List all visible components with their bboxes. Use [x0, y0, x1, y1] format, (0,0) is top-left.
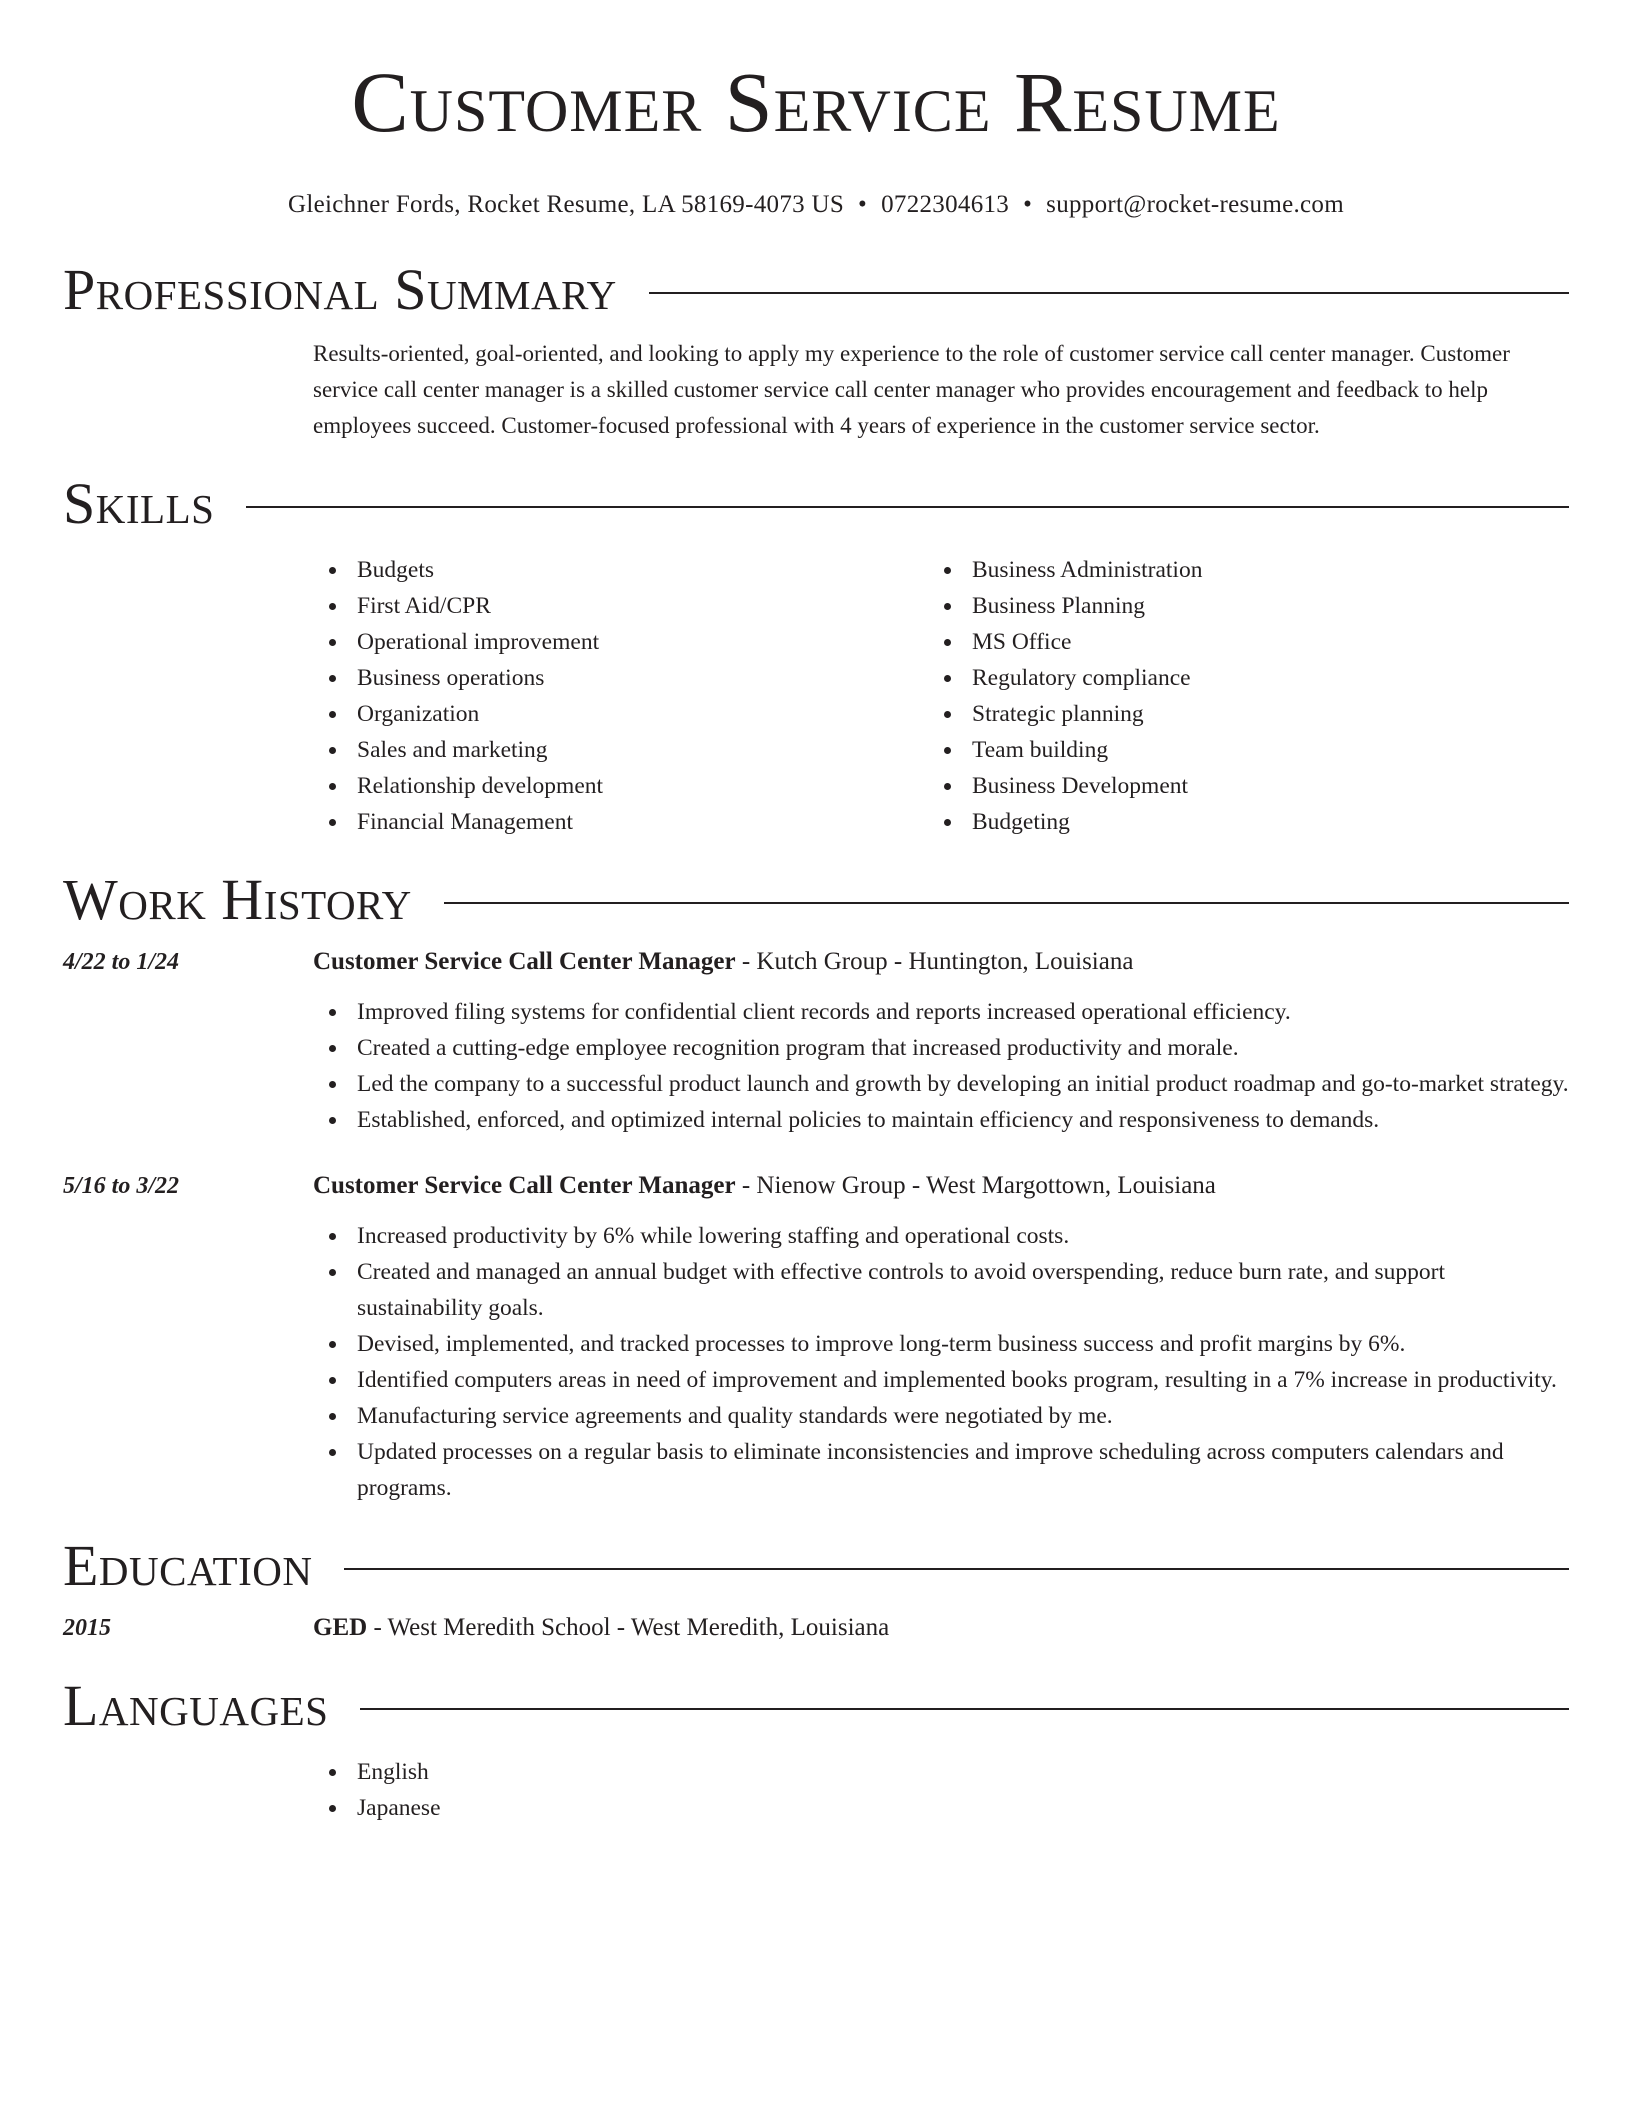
skill-item: Sales and marketing: [313, 732, 928, 768]
summary-text: Results-oriented, goal-oriented, and looking to apply my experience to the role of customer service call center manager. Customer service call center manager is a skilled customer service call center manager who provides encouragement and feedback to help employees succeed. Customer-focused professional with 4 years of experience in the customer service sector.: [313, 341, 1510, 438]
skills-list: [313, 552, 1569, 840]
languages-section-header: [63, 1673, 1569, 1738]
education-year: 2015: [63, 1615, 111, 1641]
job-entry: [63, 944, 1569, 1138]
job-title: Customer Service Call Center Manager: [313, 948, 736, 975]
job-bullet: Created and managed an annual budget with effective controls to avoid overspending, reduce burn rate, and support sustainability goals.: [313, 1254, 1569, 1326]
education-degree: GED: [313, 1614, 368, 1641]
job-bullet: Devised, implemented, and tracked processes to improve long-term business success and profit margins by 6%.: [313, 1326, 1569, 1362]
language-item: Japanese: [313, 1790, 1569, 1826]
job-dates: 5/16 to 3/22: [63, 1173, 180, 1199]
job-position: [313, 1168, 1216, 1204]
skill-item: Team building: [928, 732, 1543, 768]
job-bullet: Identified computers areas in need of improvement and implemented books program, resulting in a 7% increase in productivity.: [313, 1362, 1569, 1398]
education-entry: [63, 1610, 1569, 1646]
skills-section-header: [63, 471, 1569, 536]
job-bullets: [313, 994, 1569, 1138]
skills-column-right: [928, 552, 1543, 840]
skill-item: Business operations: [313, 660, 928, 696]
languages-list: [313, 1754, 1569, 1826]
skill-item: Regulatory compliance: [928, 660, 1543, 696]
job-header: [63, 1168, 1569, 1204]
job-bullet: Created a cutting-edge employee recognition program that increased productivity and morale.: [313, 1030, 1569, 1066]
job-position: [313, 944, 1133, 980]
skill-item: Budgeting: [928, 804, 1543, 840]
skill-item: Financial Management: [313, 804, 928, 840]
contact-address: Gleichner Fords, Rocket Resume, LA 58169-4073 US: [288, 191, 845, 218]
job-bullet: Manufacturing service agreements and quality standards were negotiated by me.: [313, 1398, 1569, 1434]
skill-item: Business Administration: [928, 552, 1543, 588]
education-details: - West Meredith School - West Meredith, Louisiana: [367, 1614, 890, 1641]
job-bullet: Led the company to a successful product launch and growth by developing an initial product roadmap and go-to-market strategy.: [313, 1066, 1569, 1102]
skills-column-left: [313, 552, 928, 840]
job-details: - Kutch Group - Huntington, Louisiana: [735, 948, 1134, 975]
job-title: Customer Service Call Center Manager: [313, 1172, 736, 1199]
skill-item: Strategic planning: [928, 696, 1543, 732]
job-bullet: Increased productivity by 6% while lowering staffing and operational costs.: [313, 1218, 1569, 1254]
skill-item: Business Planning: [928, 588, 1543, 624]
job-bullet: Established, enforced, and optimized internal policies to maintain efficiency and responsiveness to demands.: [313, 1102, 1569, 1138]
contact-line: [63, 190, 1569, 220]
contact-separator: •: [858, 191, 868, 218]
job-entry: [63, 1168, 1569, 1506]
job-dates: 4/22 to 1/24: [63, 949, 180, 975]
work-heading: Work History: [63, 867, 412, 932]
job-bullet: Updated processes on a regular basis to eliminate inconsistencies and improve scheduling across computers calendars and programs.: [313, 1434, 1569, 1506]
education-info: [313, 1610, 889, 1646]
section-divider: [649, 292, 1569, 294]
skill-item: Budgets: [313, 552, 928, 588]
skill-item: MS Office: [928, 624, 1543, 660]
languages-heading: Languages: [63, 1673, 329, 1738]
contact-email[interactable]: support@rocket-resume.com: [1046, 191, 1344, 218]
education-section-header: [63, 1533, 1569, 1598]
contact-phone: 0722304613: [881, 191, 1010, 218]
section-divider: [444, 902, 1569, 904]
job-details: - Nienow Group - West Margottown, Louisiana: [735, 1172, 1216, 1199]
skill-item: Business Development: [928, 768, 1543, 804]
skill-item: First Aid/CPR: [313, 588, 928, 624]
skill-item: Organization: [313, 696, 928, 732]
skill-item: Operational improvement: [313, 624, 928, 660]
skill-item: Relationship development: [313, 768, 928, 804]
education-heading: Education: [63, 1533, 313, 1598]
job-header: [63, 944, 1569, 980]
job-bullets: [313, 1218, 1569, 1506]
work-section-header: [63, 867, 1569, 932]
language-item: English: [313, 1754, 1569, 1790]
section-divider: [344, 1568, 1569, 1570]
summary-heading: Professional Summary: [63, 257, 617, 322]
section-divider: [246, 506, 1569, 508]
resume-title: Customer Service Resume: [351, 54, 1281, 150]
section-divider: [360, 1708, 1569, 1710]
contact-separator: •: [1023, 191, 1033, 218]
summary-section-header: [63, 257, 1569, 322]
skills-heading: Skills: [63, 471, 215, 536]
job-bullet: Improved filing systems for confidential client records and reports increased operational efficiency.: [313, 994, 1569, 1030]
